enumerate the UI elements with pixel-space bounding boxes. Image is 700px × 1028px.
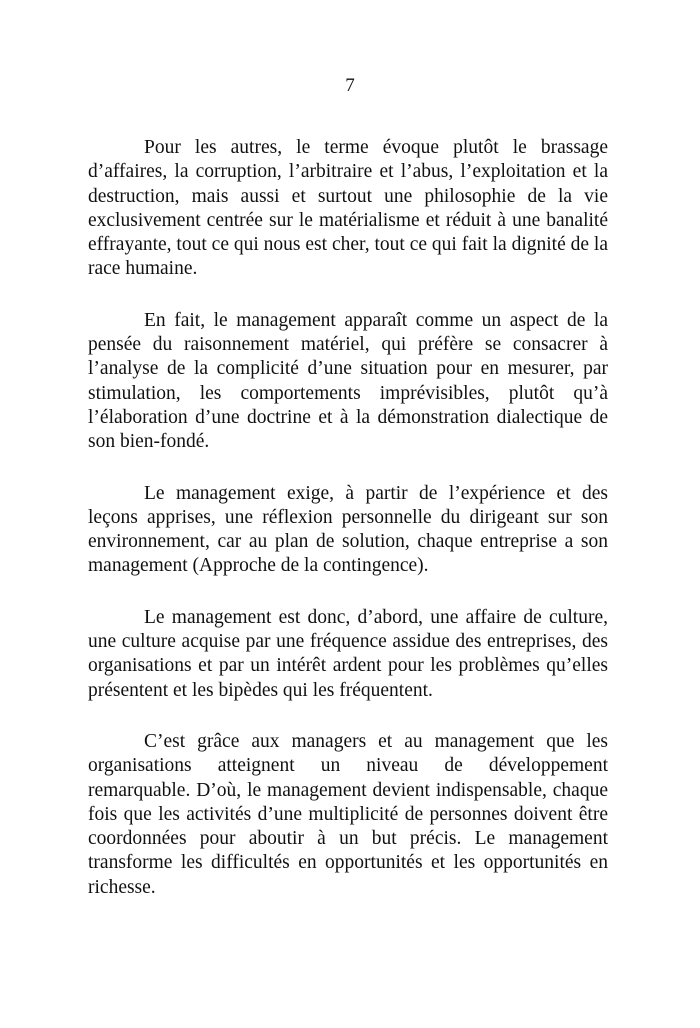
page-number: 7 [345, 75, 355, 96]
paragraph-2: En fait, le management apparaît comme un aspect de la pensée du raisonnement matériel, qui préfère se consacrer à l’analyse de la complicité d’une situation pour en mesurer, par stimulation, les comportements imprévisibles, plutôt qu’à l’élaboration d’une doctrine et à la démonstration dialectique de son bien-fondé. [88, 309, 608, 453]
paragraph-5: C’est grâce aux managers et au management que les organisations atteignent un niveau de développement remarquable. D’où, le management devient indispensable, chaque fois que les activités d’une multiplicité de personnes doivent être coordonnées pour aboutir à un but précis. Le management transforme les difficultés en opportunités et les opportunités en richesse. [88, 730, 608, 898]
paragraph-4: Le management est donc, d’abord, une affaire de culture, une culture acquise par une fréquence assidue des entreprises, des organisations et par un intérêt ardent pour les problèmes qu’elles présentent et les bipèdes qui les fréquentent. [88, 606, 608, 701]
paragraph-1: Pour les autres, le terme évoque plutôt le brassage d’affaires, la corruption, l’arbitraire et l’abus, l’exploitation et la destruction, mais aussi et surtout une philosophie de la vie exclusivement centrée sur le matérialisme et réduit à une banalité effrayante, tout ce qui nous est cher, tout ce qui fait la dignité de la race humaine. [88, 137, 608, 280]
paragraph-3: Le management exige, à partir de l’expérience et des leçons apprises, une réflexion personnelle du dirigeant sur son environnement, car au plan de solution, chaque entreprise a son management (Approche de la contingence). [88, 482, 608, 577]
body-text [88, 136, 608, 927]
